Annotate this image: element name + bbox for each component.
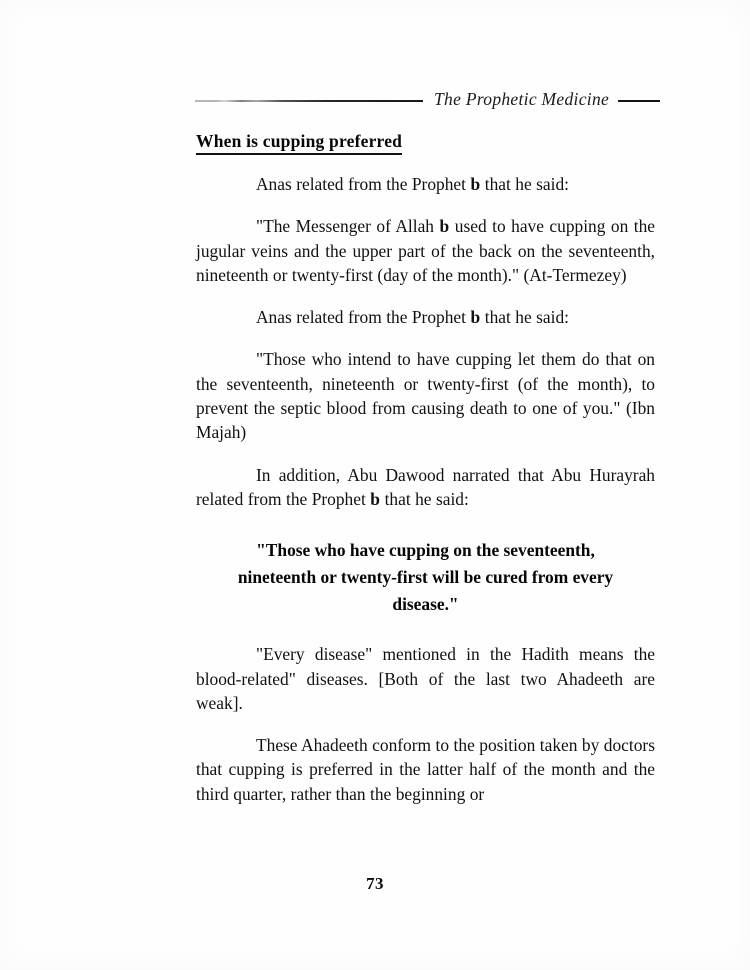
text-segment: These Ahadeeth conform to the position taken by doctors that cupping is preferred in the latter half of the month and the third quarter, rather than the beginning or: [196, 735, 655, 804]
pullquote-line: disease.": [392, 594, 459, 615]
text-segment: that he said:: [480, 174, 569, 194]
header-rule-right-icon: [618, 100, 660, 102]
text-segment: In addition, Abu Dawood narrated that Abu Hurayrah related from the Prophet: [196, 464, 655, 509]
pullquote-line: "Those who have cupping on the seventeenth,: [256, 540, 595, 561]
header-rule-left-icon: [195, 100, 423, 102]
salutation-glyph: b: [370, 488, 381, 509]
hadith-pullquote: [196, 537, 655, 618]
salutation-glyph: b: [470, 174, 481, 194]
para-those-who-intend: [196, 347, 655, 444]
text-segment: "The Messenger of Allah: [256, 216, 440, 237]
para-anas-2: [196, 305, 655, 329]
para-conform-doctors: [196, 733, 655, 806]
salutation-glyph: b: [470, 307, 481, 328]
para-abu-dawood: [196, 463, 655, 512]
body-text-column: [196, 172, 655, 806]
text-segment: that he said:: [380, 488, 469, 509]
text-segment: that he said:: [480, 307, 569, 328]
book-title: The Prophetic Medicine: [434, 88, 610, 109]
pullquote-line: nineteenth or twenty-first will be cured from every: [237, 567, 614, 588]
text-segment: Anas related from the Prophet: [256, 174, 471, 194]
para-anas-1: [196, 172, 655, 196]
salutation-glyph: b: [439, 216, 450, 237]
para-messenger-cupping: [196, 214, 655, 287]
running-header: [195, 86, 673, 112]
text-segment: "Every disease" mentioned in the Hadith means the blood-related" diseases. [Both of the last two Ahadeeth are weak].: [196, 644, 655, 713]
text-segment: used to have cupping on the jugular veins and the upper part of the back on the seventeenth, nineteenth or twenty-first (day of the month)." (At-Termezey): [196, 216, 655, 285]
para-every-disease: [196, 642, 655, 715]
section-heading: When is cupping preferred: [196, 131, 402, 155]
text-segment: Anas related from the Prophet: [256, 307, 471, 328]
page-number: 73: [366, 874, 384, 893]
text-segment: "Those who intend to have cupping let them do that on the seventeenth, nineteenth or twenty-first (of the month), to prevent the septic blood from causing death to one of you." (Ibn Majah): [196, 349, 655, 443]
